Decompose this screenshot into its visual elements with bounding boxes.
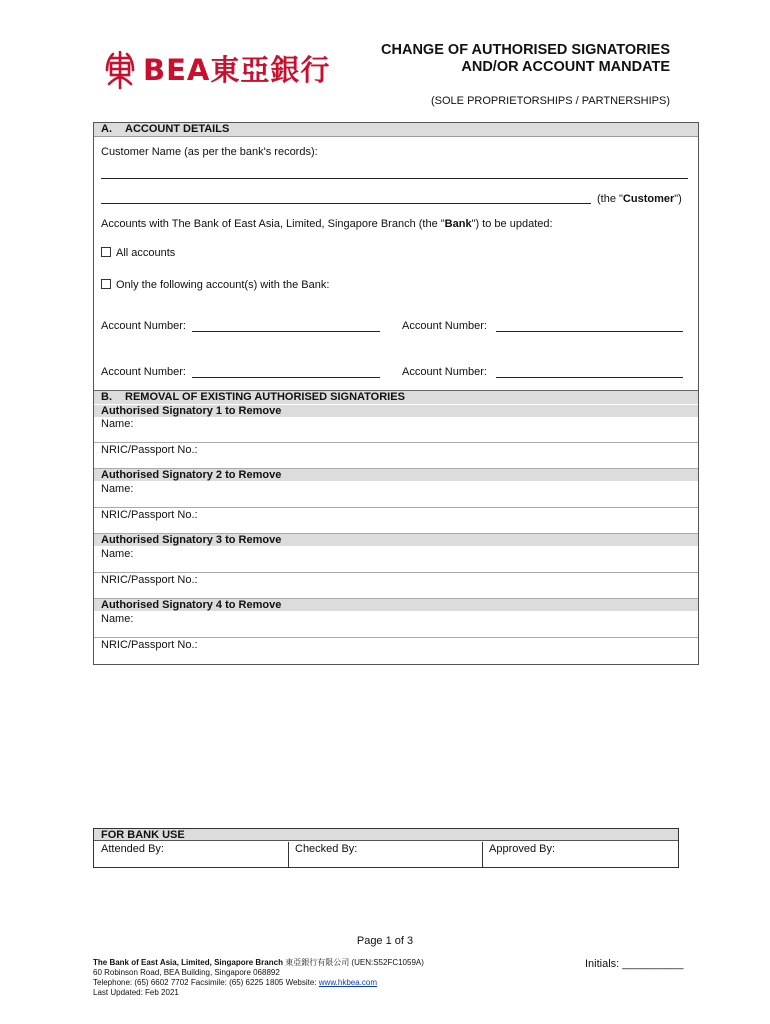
signatory-1-name-label[interactable]: Name: [101,418,134,430]
option-all-label: All accounts [116,247,176,259]
accounts-text-post: ") to be updated: [471,218,553,230]
signatory-2-heading: Authorised Signatory 2 to Remove [94,469,698,481]
account-number-label-3: Account Number: [101,366,186,378]
signatory-2-row-divider [94,507,698,508]
signatory-4-row-divider [94,637,698,638]
initials-field[interactable]: Initials: __________ [585,958,684,970]
signatory-4-heading: Authorised Signatory 4 to Remove [94,599,698,611]
account-number-field-2[interactable] [496,331,683,332]
option-all-accounts [101,247,175,260]
signatory-2-id-label[interactable]: NRIC/Passport No.: [101,509,198,521]
footer-last-updated: Last Updated: Feb 2021 [93,988,179,997]
option-following-accounts [101,279,329,292]
customer-suffix-post: ") [674,193,682,205]
signatory-4-id-label[interactable]: NRIC/Passport No.: [101,639,198,651]
customer-suffix-pre: (the " [597,193,623,205]
accounts-to-update-text [101,218,553,231]
signatory-4-name-label[interactable]: Name: [101,613,134,625]
accounts-text-bold: Bank [444,218,472,230]
footer-contact: Telephone: (65) 6602 7702 Facsimile: (65) 6225 1805 Website: [93,978,319,987]
option-following-label: Only the following account(s) with the Bank: [116,279,330,291]
signatory-1-id-label[interactable]: NRIC/Passport No.: [101,444,198,456]
customer-name-label: Customer Name (as per the bank's records): [101,146,318,158]
account-number-label-4: Account Number: [402,366,487,378]
footer-bank-line [93,958,424,968]
signatory-3-row-divider [94,572,698,573]
customer-suffix [597,193,682,206]
bank-logo [105,50,330,90]
page-number: Page 1 of 3 [356,935,414,947]
checkbox-all-accounts[interactable] [101,247,111,257]
attended-by-field[interactable]: Attended By: [101,843,164,855]
footer-website-link[interactable]: www.hkbea.com [318,978,378,987]
signatory-3-heading: Authorised Signatory 3 to Remove [94,534,698,546]
account-number-label-1: Account Number: [101,320,186,332]
bea-emblem-icon [105,50,135,90]
checkbox-following-accounts[interactable] [101,279,111,289]
bank-use-box [93,828,679,868]
section-b-number: B. [101,391,112,403]
logo-wordmark: BEA東亞銀行 [143,53,331,87]
account-number-field-3[interactable] [192,377,380,378]
footer-bank-name: The Bank of East Asia, Limited, Singapore Branch [93,958,283,967]
signatory-3-name-label[interactable]: Name: [101,548,134,560]
form-body [93,122,699,665]
form-subtitle: (SOLE PROPRIETORSHIPS / PARTNERSHIPS) [431,95,670,107]
section-a-header [94,123,698,137]
signatory-1-heading: Authorised Signatory 1 to Remove [94,405,698,417]
form-title: CHANGE OF AUTHORISED SIGNATORIES AND/OR ACCOUNT MANDATE [381,42,670,75]
section-b-title: REMOVAL OF EXISTING AUTHORISED SIGNATORIES [125,391,405,403]
account-number-label-2: Account Number: [402,320,487,332]
signatory-2-name-label[interactable]: Name: [101,483,134,495]
footer-address-block [93,958,424,998]
signatory-1-row-divider [94,442,698,443]
footer-bank-name-cn: 東亞銀行有限公司 (UEN:S52FC1059A) [285,958,424,967]
account-number-field-1[interactable] [192,331,380,332]
footer-contact-line [93,978,424,988]
customer-name-line-1[interactable] [101,178,688,179]
section-a-number: A. [101,123,112,135]
accounts-text-pre: Accounts with The Bank of East Asia, Limited, Singapore Branch (the " [101,218,445,230]
bank-use-heading: FOR BANK USE [94,829,678,841]
customer-name-line-2[interactable] [101,203,591,204]
footer-address: 60 Robinson Road, BEA Building, Singapore 068892 [93,968,280,977]
account-number-field-4[interactable] [496,377,683,378]
checked-by-field[interactable]: Checked By: [295,843,358,855]
section-a-title: ACCOUNT DETAILS [125,123,230,135]
customer-suffix-bold: Customer [622,193,675,205]
approved-by-field[interactable]: Approved By: [489,843,556,855]
signatory-3-id-label[interactable]: NRIC/Passport No.: [101,574,198,586]
section-b-header [94,391,698,404]
